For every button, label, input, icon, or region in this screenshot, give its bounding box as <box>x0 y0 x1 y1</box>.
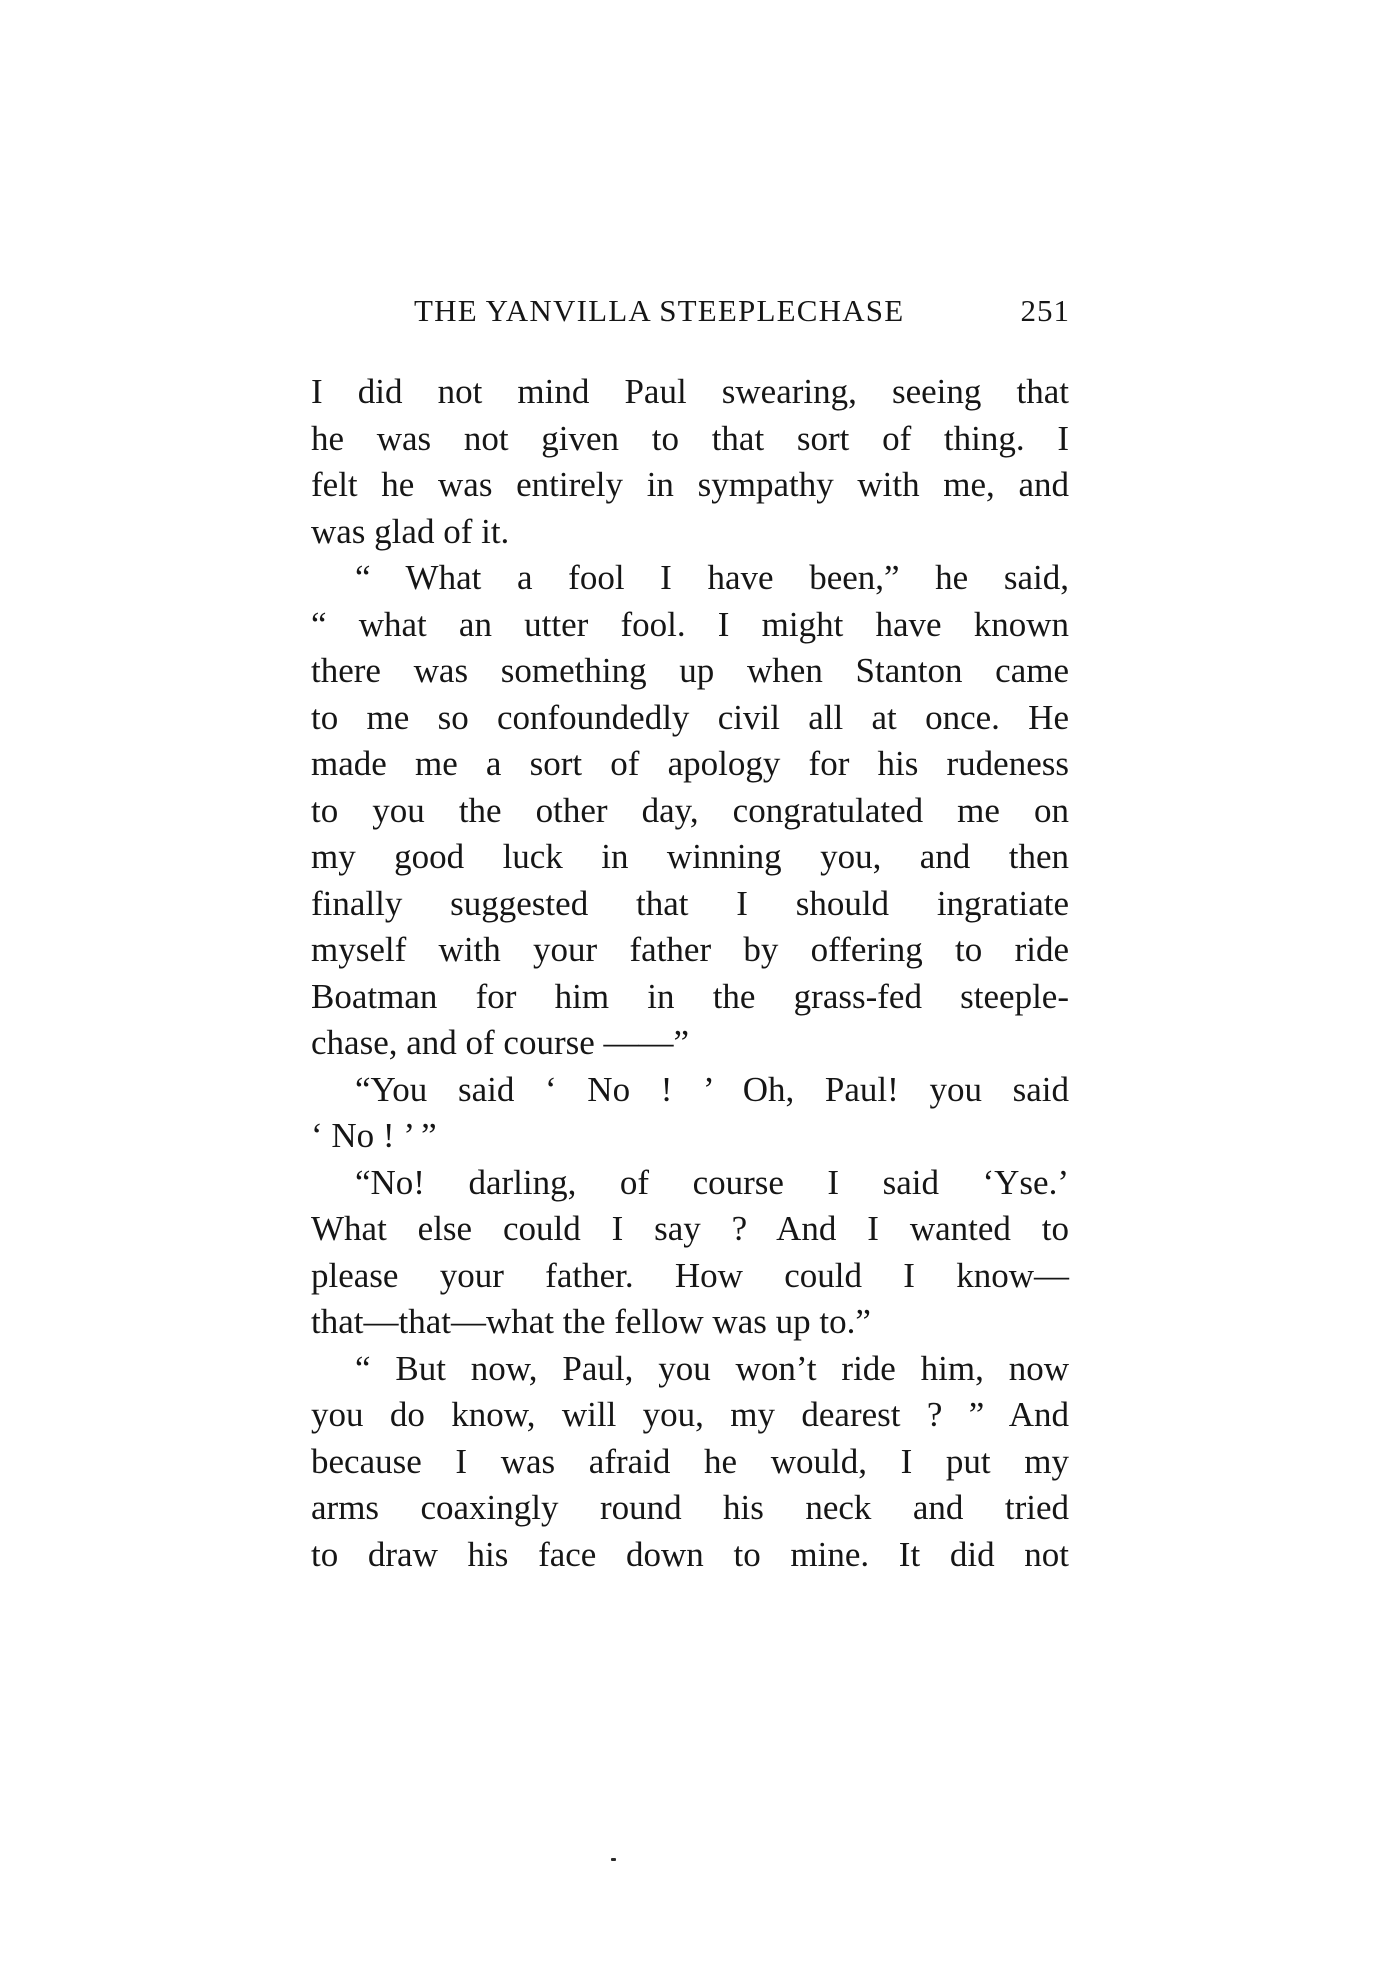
text-line: “No! darling, of course I said ‘Yse.’ <box>355 1162 1069 1202</box>
text-line: to me so confoundedly civil all at once. He <box>311 697 1069 737</box>
text-line: because I was afraid he would, I put my <box>311 1441 1069 1481</box>
text-line: made me a sort of apology for his rudeness <box>311 744 1069 783</box>
text-line: to you the other day, congratulated me on <box>311 790 1069 830</box>
text-line: he was not given to that sort of thing. I <box>311 418 1069 458</box>
text-line: “You said ‘ No ! ’ Oh, Paul! you said <box>355 1069 1069 1109</box>
text-line: to draw his face down to mine. It did not <box>311 1534 1069 1574</box>
text-line: “ But now, Paul, you won’t ride him, now <box>355 1348 1069 1388</box>
text-line: you do know, will you, my dearest ? ” And <box>311 1395 1069 1434</box>
body-text <box>311 369 1069 1578</box>
text-line: there was something up when Stanton came <box>311 651 1069 690</box>
text-line: “ What a fool I have been,” he said, <box>355 558 1069 597</box>
text-line: What else could I say ? And I wanted to <box>311 1209 1069 1248</box>
text-line: finally suggested that I should ingratiate <box>311 883 1069 923</box>
text-line: arms coaxingly round his neck and tried <box>311 1488 1069 1527</box>
text-line: please your father. How could I know— <box>311 1255 1069 1295</box>
text-line: my good luck in winning you, and then <box>311 837 1069 876</box>
page-number: 251 <box>1020 293 1070 328</box>
signature-mark <box>611 1858 616 1861</box>
text-line: that—that—what the fellow was up to.” <box>311 1302 871 1341</box>
text-line: ‘ No ! ’ ” <box>311 1116 437 1155</box>
running-title: THE YANVILLA STEEPLECHASE <box>414 293 905 328</box>
page-header <box>414 286 1070 336</box>
text-line: Boatman for him in the grass-fed steeple- <box>311 976 1069 1016</box>
text-line: myself with your father by offering to ride <box>311 930 1069 969</box>
text-line: felt he was entirely in sympathy with me, and <box>311 465 1069 504</box>
text-line: chase, and of course ——” <box>311 1023 690 1062</box>
text-line: “ what an utter fool. I might have known <box>311 604 1069 644</box>
text-line: was glad of it. <box>311 511 510 551</box>
text-line: I did not mind Paul swearing, seeing that <box>311 372 1069 411</box>
